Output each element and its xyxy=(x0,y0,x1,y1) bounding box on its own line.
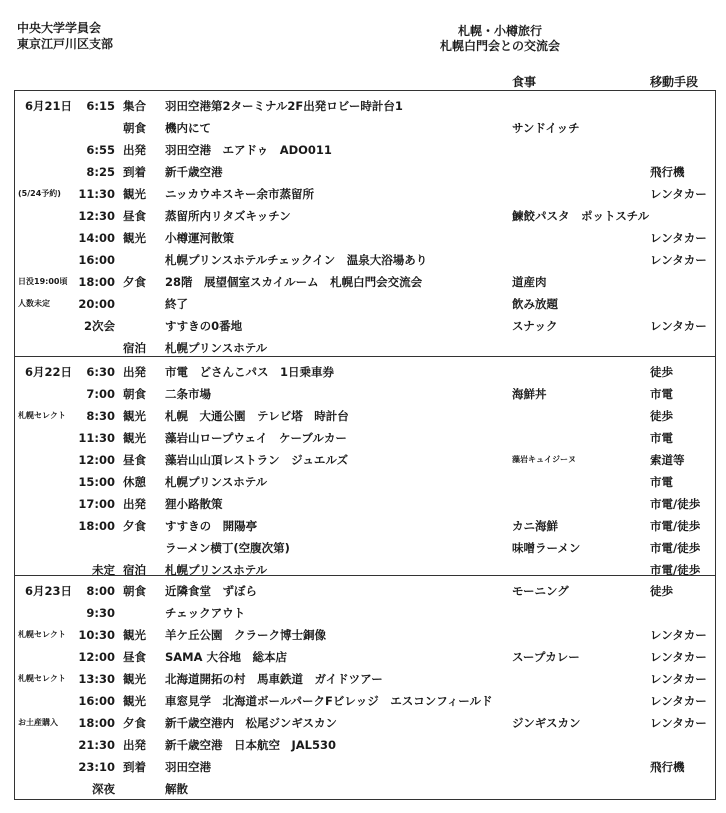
row-transport: レンタカー xyxy=(650,694,707,708)
row-description: 新千歳空港 日本航空 JAL530 xyxy=(165,738,337,752)
schedule-row xyxy=(15,734,715,756)
schedule-row xyxy=(15,537,715,559)
row-time: 12:00 xyxy=(78,650,115,664)
org-name: 中央大学学員会 xyxy=(17,21,102,35)
schedule-row xyxy=(15,493,715,515)
row-description: 市電 どさんこパス 1日乗車券 xyxy=(165,365,334,379)
row-activity-type: 観光 xyxy=(123,694,146,708)
row-transport: 市電 xyxy=(650,475,673,489)
row-activity-type: 観光 xyxy=(123,628,146,642)
row-time: 未定 xyxy=(92,563,115,577)
row-transport: 徒歩 xyxy=(650,365,673,379)
row-time: 16:00 xyxy=(78,694,115,708)
row-activity-type: 夕食 xyxy=(123,716,146,730)
row-description: 札幌プリンスホテルチェックイン 温泉大浴場あり xyxy=(165,253,428,267)
row-activity-type: 朝食 xyxy=(123,387,146,401)
row-time: 8:30 xyxy=(86,409,115,423)
row-meal: スナック xyxy=(512,319,558,333)
row-transport: 徒歩 xyxy=(650,584,673,598)
row-activity-type: 観光 xyxy=(123,231,146,245)
row-description: 終了 xyxy=(165,297,188,311)
row-description: 札幌プリンスホテル xyxy=(165,341,268,355)
row-description: 車窓見学 北海道ボールパークFビレッジ エスコンフィールド xyxy=(165,694,493,708)
row-transport: 市電/徒歩 xyxy=(650,541,701,555)
schedule-row xyxy=(15,227,715,249)
schedule-row xyxy=(15,139,715,161)
day-date: 6月21日 xyxy=(25,99,73,113)
row-description: 藻岩山山頂レストラン ジュエルズ xyxy=(165,453,349,467)
row-time: 16:00 xyxy=(78,253,115,267)
row-description: 藻岩山ロープウェイ ケーブルカー xyxy=(165,431,347,445)
row-description: 札幌プリンスホテル xyxy=(165,475,268,489)
row-description: 二条市場 xyxy=(165,387,211,401)
row-meal: 海鮮丼 xyxy=(512,387,547,401)
row-time: 7:00 xyxy=(86,387,115,401)
row-time: 15:00 xyxy=(78,475,115,489)
org-branch: 東京江戸川区支部 xyxy=(17,37,114,51)
schedule-row xyxy=(15,117,715,139)
row-transport: 飛行機 xyxy=(650,760,685,774)
schedule-row xyxy=(15,249,715,271)
column-header-transport: 移動手段 xyxy=(650,75,699,89)
row-description: すすきの 開陽亭 xyxy=(165,519,258,533)
row-activity-type: 集合 xyxy=(123,99,146,113)
row-activity-type: 出発 xyxy=(123,143,146,157)
row-note: 人数未定 xyxy=(18,299,50,308)
schedule-row xyxy=(15,95,715,117)
row-transport: レンタカー xyxy=(650,650,707,664)
row-transport: 索道等 xyxy=(650,453,685,467)
schedule-row xyxy=(15,449,715,471)
row-activity-type: 朝食 xyxy=(123,121,146,135)
schedule-row xyxy=(15,405,715,427)
day-date: 6月22日 xyxy=(25,365,73,379)
schedule-row xyxy=(15,383,715,405)
itinerary-table xyxy=(14,90,716,800)
row-transport: レンタカー xyxy=(650,716,707,730)
row-activity-type: 夕食 xyxy=(123,275,146,289)
schedule-row xyxy=(15,602,715,624)
schedule-row xyxy=(15,183,715,205)
row-activity-type: 到着 xyxy=(123,760,146,774)
row-time: 21:30 xyxy=(78,738,115,752)
row-transport: 市電/徒歩 xyxy=(650,519,701,533)
row-time: 18:00 xyxy=(78,519,115,533)
schedule-row xyxy=(15,471,715,493)
row-meal: 飲み放題 xyxy=(512,297,558,311)
schedule-row xyxy=(15,271,715,293)
row-transport: レンタカー xyxy=(650,319,707,333)
row-time: 10:30 xyxy=(78,628,115,642)
row-description: チェックアウト xyxy=(165,606,246,620)
row-activity-type: 観光 xyxy=(123,672,146,686)
schedule-row xyxy=(15,668,715,690)
row-time: 23:10 xyxy=(78,760,115,774)
row-description: すすきの0番地 xyxy=(165,319,243,333)
schedule-row xyxy=(15,205,715,227)
row-activity-type: 宿泊 xyxy=(123,341,146,355)
row-description: 羽田空港 エアドゥ ADO011 xyxy=(165,143,332,157)
row-time: 8:25 xyxy=(86,165,115,179)
trip-title-line1: 札幌・小樽旅行 xyxy=(457,24,542,38)
row-description: 羊ケ丘公園 クラーク博士銅像 xyxy=(165,628,326,642)
schedule-row xyxy=(15,315,715,337)
row-time: 6:55 xyxy=(86,143,115,157)
row-activity-type: 出発 xyxy=(123,497,146,511)
row-description: ニッカウヰスキー余市蒸留所 xyxy=(165,187,315,201)
row-transport: レンタカー xyxy=(650,628,707,642)
row-note: 札幌セレクト xyxy=(18,411,66,420)
schedule-row xyxy=(15,293,715,315)
schedule-row xyxy=(15,624,715,646)
row-time: 8:00 xyxy=(86,584,115,598)
row-activity-type: 昼食 xyxy=(123,453,146,467)
row-activity-type: 出発 xyxy=(123,365,146,379)
row-meal: スープカレー xyxy=(512,650,580,664)
row-description: 28階 展望個室スカイルーム 札幌白門会交流会 xyxy=(165,275,423,289)
day-block xyxy=(15,91,715,356)
row-time: 18:00 xyxy=(78,275,115,289)
row-meal: 道産肉 xyxy=(512,275,547,289)
row-time: 2次会 xyxy=(83,319,115,333)
row-activity-type: 休憩 xyxy=(123,475,146,489)
row-time: 12:00 xyxy=(78,453,115,467)
row-activity-type: 観光 xyxy=(123,409,146,423)
row-meal: サンドイッチ xyxy=(512,121,580,135)
row-description: 札幌プリンスホテル xyxy=(165,563,268,577)
row-description: SAMA 大谷地 総本店 xyxy=(165,650,288,664)
organization-header xyxy=(17,20,113,52)
row-time: 11:30 xyxy=(78,431,115,445)
schedule-row xyxy=(15,515,715,537)
row-description: 解散 xyxy=(165,782,188,796)
schedule-row xyxy=(15,646,715,668)
row-transport: 市電/徒歩 xyxy=(650,563,701,577)
schedule-row xyxy=(15,712,715,734)
trip-title-line2: 札幌白門会との交流会 xyxy=(439,39,560,53)
schedule-row xyxy=(15,361,715,383)
row-time: 18:00 xyxy=(78,716,115,730)
day-block xyxy=(15,356,715,576)
row-activity-type: 観光 xyxy=(123,187,146,201)
row-description: 羽田空港 xyxy=(165,760,211,774)
row-transport: 市電/徒歩 xyxy=(650,497,701,511)
row-activity-type: 朝食 xyxy=(123,584,146,598)
schedule-row xyxy=(15,427,715,449)
row-meal: 鰊餃パスタ ポットスチル xyxy=(512,209,650,223)
row-description: 北海道開拓の村 馬車鉄道 ガイドツアー xyxy=(165,672,383,686)
row-transport: レンタカー xyxy=(650,187,707,201)
row-note: 日没19:00頃 xyxy=(18,277,68,286)
row-description: 新千歳空港内 松尾ジンギスカン xyxy=(165,716,337,730)
row-note: (5/24予約) xyxy=(18,189,61,198)
row-time: 9:30 xyxy=(86,606,115,620)
day-date: 6月23日 xyxy=(25,584,73,598)
row-note: 札幌セレクト xyxy=(18,674,66,683)
row-meal: モーニング xyxy=(512,584,569,598)
row-description: 機内にて xyxy=(165,121,211,135)
row-time: 20:00 xyxy=(78,297,115,311)
row-time: 11:30 xyxy=(78,187,115,201)
row-time: 14:00 xyxy=(78,231,115,245)
row-description: 小樽運河散策 xyxy=(165,231,234,245)
row-activity-type: 出発 xyxy=(123,738,146,752)
row-description: 蒸留所内リタズキッチン xyxy=(165,209,291,223)
row-transport: レンタカー xyxy=(650,672,707,686)
row-activity-type: 観光 xyxy=(123,431,146,445)
trip-title xyxy=(400,24,600,54)
row-description: 近隣食堂 ずぼら xyxy=(165,584,257,598)
row-transport: 飛行機 xyxy=(650,165,685,179)
row-transport: 市電 xyxy=(650,431,673,445)
schedule-row xyxy=(15,580,715,602)
row-transport: 市電 xyxy=(650,387,673,401)
row-description: ラーメン横丁(空腹次第) xyxy=(165,541,290,555)
row-meal: ジンギスカン xyxy=(512,716,581,730)
row-time: 6:30 xyxy=(86,365,115,379)
row-activity-type: 昼食 xyxy=(123,650,146,664)
row-meal: 藻岩キュイジーヌ xyxy=(512,455,576,464)
row-description: 新千歳空港 xyxy=(165,165,223,179)
row-time: 13:30 xyxy=(78,672,115,686)
row-activity-type: 到着 xyxy=(123,165,146,179)
row-description: 札幌 大通公園 テレビ塔 時計台 xyxy=(165,409,349,423)
row-note: 札幌セレクト xyxy=(18,630,66,639)
row-time: 17:00 xyxy=(78,497,115,511)
column-header-meal: 食事 xyxy=(512,75,537,89)
row-meal: 味噌ラーメン xyxy=(512,541,581,555)
row-meal: カニ海鮮 xyxy=(512,519,558,533)
row-time: 12:30 xyxy=(78,209,115,223)
row-activity-type: 昼食 xyxy=(123,209,146,223)
row-time: 深夜 xyxy=(92,782,115,796)
schedule-row xyxy=(15,690,715,712)
row-activity-type: 夕食 xyxy=(123,519,146,533)
row-transport: レンタカー xyxy=(650,231,707,245)
schedule-row xyxy=(15,756,715,778)
row-transport: 徒歩 xyxy=(650,409,673,423)
row-note: お土産購入 xyxy=(18,718,58,727)
row-time: 6:15 xyxy=(86,99,115,113)
row-transport: レンタカー xyxy=(650,253,707,267)
schedule-row xyxy=(15,161,715,183)
day-block xyxy=(15,575,715,800)
row-activity-type: 宿泊 xyxy=(123,563,146,577)
schedule-row xyxy=(15,778,715,800)
row-description: 狸小路散策 xyxy=(165,497,223,511)
row-description: 羽田空港第2ターミナル2F出発ロビー時計台1 xyxy=(165,99,403,113)
